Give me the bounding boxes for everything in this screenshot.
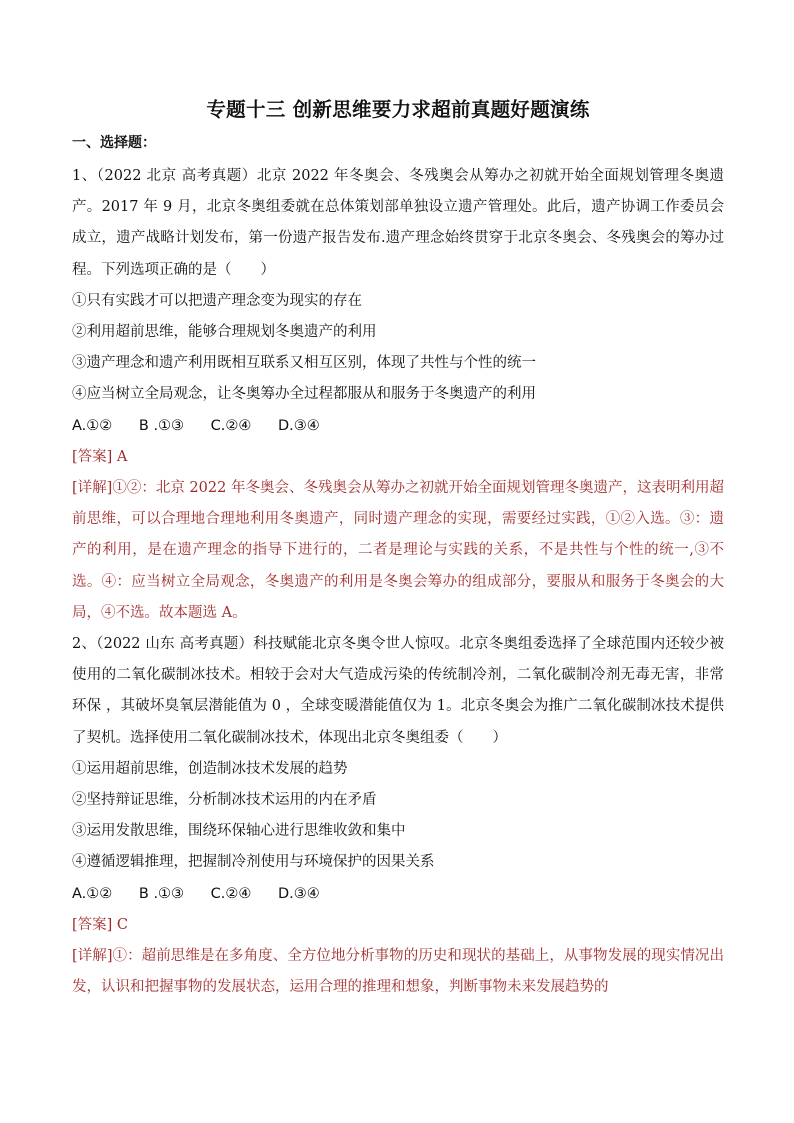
question-stem: 1、（2022 北京 高考真题）北京 2022 年冬奥会、冬残奥会从筹办之初就开始全面规划管理冬奥遗产。2017 年 9 月，北京冬奥组委就在总体策划部单独设立遗产管理处。此后，遗产协调工作委员会成立，遗产战略计划发布，第一份遗产报告发布.遗产理念始终贯穿于北京冬奥会、冬残奥会的筹办过程。下列选项正确的是（ ） (72, 168, 724, 278)
question-2 (72, 629, 724, 1003)
choice-d: D.③④ (278, 417, 320, 434)
choice-d: D.③④ (278, 885, 320, 902)
choice-b: B .①③ (138, 885, 185, 902)
choice-b: B .①③ (138, 417, 185, 434)
option-2: ②利用超前思维，能够合理规划冬奥遗产的利用 (72, 324, 377, 341)
choice-a: A.①② (72, 885, 113, 902)
answer-line: [答案] C (72, 916, 129, 933)
option-2: ②坚持辩证思维，分析制冰技术运用的内在矛盾 (72, 792, 377, 809)
option-3: ③遗产理念和遗产利用既相互联系又相互区别，体现了共性与个性的统一 (72, 355, 536, 372)
option-1: ①只有实践才可以把遗产理念变为现实的存在 (72, 292, 362, 309)
option-4: ④应当树立全局观念，让冬奥筹办全过程都服从和服务于冬奥遗产的利用 (72, 386, 536, 403)
option-3: ③运用发散思维，围绕环保轴心进行思维收敛和集中 (72, 823, 406, 840)
analysis-text: [详解]①：超前思维是在多角度、全方位地分析事物的历史和现状的基础上，从事物发展的现实情况出发，认识和把握事物的发展状态，运用合理的推理和想象，判断事物未来发展趋势的 (72, 948, 724, 996)
analysis-text: [详解]①②：北京 2022 年冬奥会、冬残奥会从筹办之初就开始全面规划管理冬奥遗产，这表明利用超前思维，可以合理地合理地利用冬奥遗产，同时遗产理念的实现，需要经过实践，①②入选。③：遗产的利用，是在遗产理念的指导下进行的，二者是理论与实践的关系，不是共性与个性的统一,③不选。④：应当树立全局观念，冬奥遗产的利用是冬奥会筹办的组成部分，要服从和服务于冬奥会的大局，④不选。故本题选 A。 (72, 480, 724, 621)
page-title: 专题十三 创新思维要力求超前真题好题演练 (206, 98, 590, 121)
option-1: ①运用超前思维，创造制冰技术发展的趋势 (72, 760, 348, 777)
choice-c: C.②④ (210, 417, 252, 434)
section-heading: 一、选择题： (72, 135, 156, 151)
choice-c: C.②④ (210, 885, 252, 902)
choice-a: A.①② (72, 417, 113, 434)
answer-choices (72, 879, 724, 910)
answer-choices (72, 411, 724, 442)
question-stem: 2、（2022 山东 高考真题）科技赋能北京冬奥令世人惊叹。北京冬奥组委选择了全球范围内还较少被使用的二氧化碳制冰技术。相较于会对大气造成污染的传统制冷剂，二氧化碳制冷剂无毒无害，非常环保 ，其破坏臭氧层潜能值为 0 ，全球变暖潜能值仅为 1。北京冬奥会为推广二氧化碳制冰技术提供了契机。选择使用二氧化碳制冰技术，体现出北京冬奥组委（ ） (72, 636, 724, 746)
question-1 (72, 161, 724, 629)
option-4: ④遵循逻辑推理，把握制冷剂使用与环境保护的因果关系 (72, 854, 435, 871)
document-page (72, 96, 724, 1003)
answer-line: [答案] A (72, 448, 128, 465)
